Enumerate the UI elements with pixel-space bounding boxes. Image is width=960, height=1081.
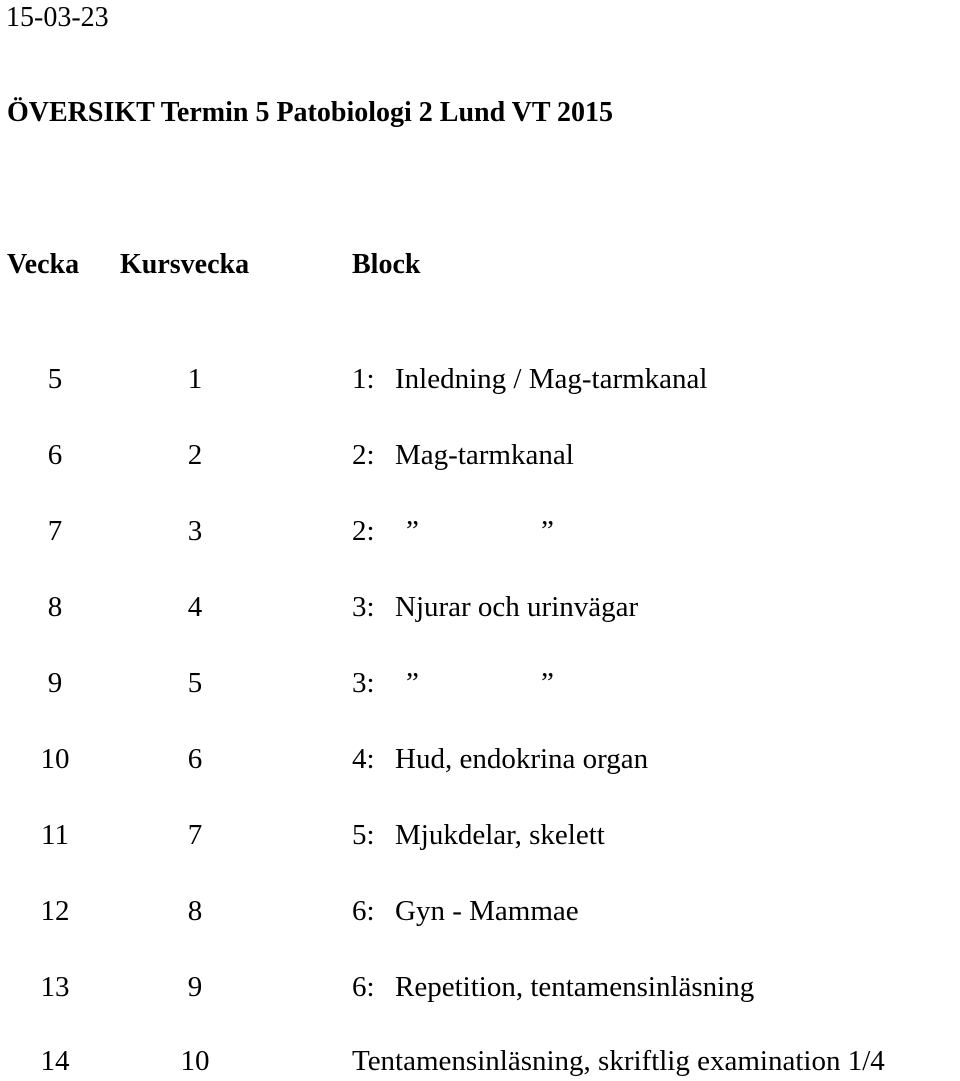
table-row [0, 821, 960, 855]
cell-block-number: 4: [352, 743, 375, 775]
cell-block-number: 6: [352, 895, 375, 927]
table-row [0, 1047, 960, 1081]
cell-block-number: 3: [352, 667, 375, 699]
cell-block-text: Repetition, tentamensinläsning [395, 971, 755, 1003]
cell-vecka: 7 [47, 515, 63, 547]
cell-block-number: 5: [352, 819, 375, 851]
cell-vecka: 12 [40, 895, 70, 927]
page-title: ÖVERSIKT Termin 5 Patobiologi 2 Lund VT 2015 [7, 97, 614, 128]
cell-kursvecka: 3 [187, 515, 203, 547]
cell-block-text: Inledning / Mag-tarmkanal [395, 363, 708, 395]
cell-kursvecka: 8 [187, 895, 203, 927]
cell-vecka: 11 [41, 819, 69, 851]
ditto-mark: ” [541, 667, 554, 699]
cell-kursvecka: 4 [187, 591, 203, 623]
cell-block-text: Tentamensinläsning, skriftlig examination 1/4 [352, 1045, 885, 1077]
cell-vecka: 9 [47, 667, 63, 699]
cell-vecka: 10 [40, 743, 70, 775]
cell-vecka: 5 [47, 363, 63, 395]
cell-block-text: Gyn - Mammae [395, 895, 579, 927]
cell-kursvecka: 1 [187, 363, 203, 395]
document-date: 15-03-23 [6, 2, 109, 33]
table-row [0, 593, 960, 627]
table-row [0, 441, 960, 475]
cell-vecka: 6 [47, 439, 63, 471]
column-header-block: Block [352, 249, 421, 280]
table-row [0, 669, 960, 703]
cell-vecka: 13 [40, 971, 70, 1003]
cell-vecka: 14 [40, 1045, 70, 1077]
cell-block-number: 6: [352, 971, 375, 1003]
cell-kursvecka: 2 [187, 439, 203, 471]
column-header-vecka: Vecka [7, 249, 80, 280]
cell-block-number: 2: [352, 439, 375, 471]
table-row [0, 745, 960, 779]
cell-block-text: Mjukdelar, skelett [395, 819, 605, 851]
cell-block-number: 3: [352, 591, 375, 623]
cell-block-text: Mag-tarmkanal [395, 439, 574, 471]
cell-kursvecka: 7 [187, 819, 203, 851]
table-row [0, 517, 960, 551]
ditto-mark: ” [541, 515, 554, 547]
column-header-kursvecka: Kursvecka [120, 249, 250, 280]
table-row [0, 897, 960, 931]
table-row [0, 973, 960, 1007]
cell-kursvecka: 9 [187, 971, 203, 1003]
cell-kursvecka: 5 [187, 667, 203, 699]
table-row [0, 365, 960, 399]
cell-vecka: 8 [47, 591, 63, 623]
cell-block-number: 1: [352, 363, 375, 395]
cell-kursvecka: 10 [180, 1045, 210, 1077]
cell-block-text: Njurar och urinvägar [395, 591, 639, 623]
cell-block-number: 2: [352, 515, 375, 547]
cell-block-text: Hud, endokrina organ [395, 743, 649, 775]
ditto-mark: ” [406, 515, 419, 547]
cell-kursvecka: 6 [187, 743, 203, 775]
ditto-mark: ” [406, 667, 419, 699]
